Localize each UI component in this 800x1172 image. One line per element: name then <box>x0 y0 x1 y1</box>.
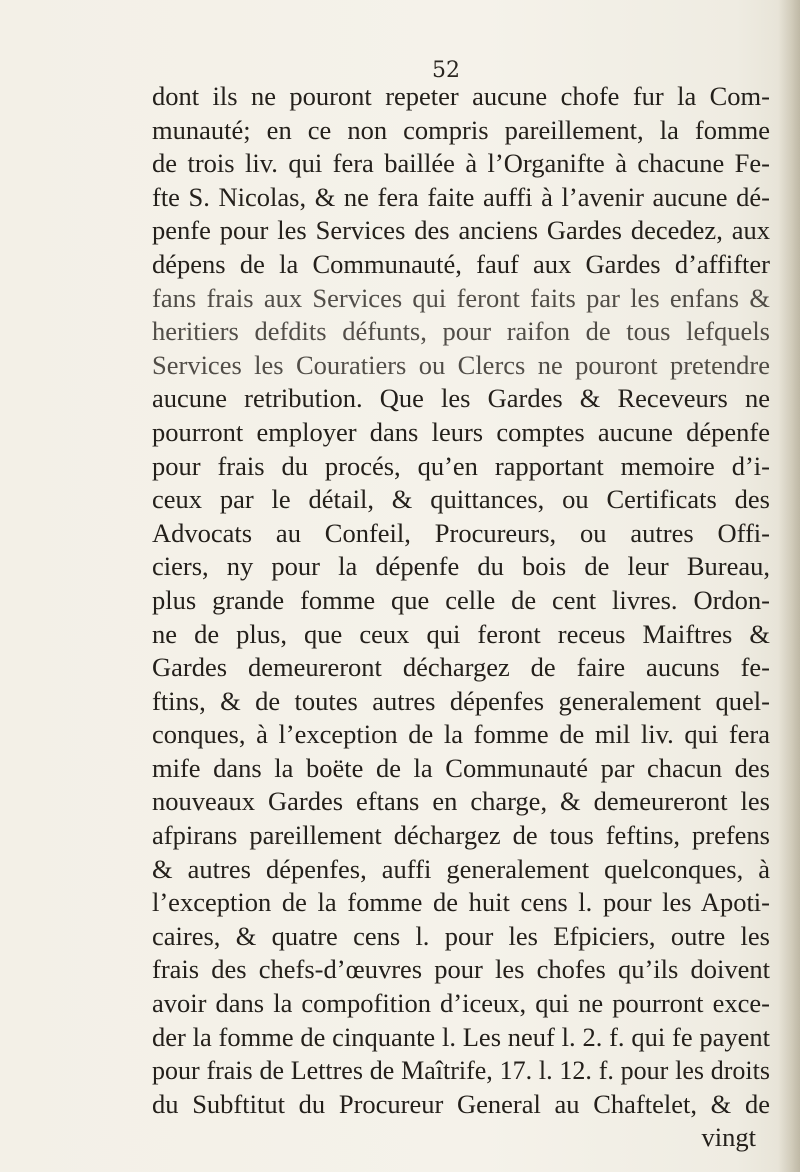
text-line: pourront employer dans leurs comptes aucune dépenfe <box>152 416 770 447</box>
catchword: vingt <box>701 1122 756 1153</box>
page-number: 52 <box>432 58 460 83</box>
text-line: Gardes demeureront déchargez de faire aucuns fe- <box>152 652 770 683</box>
text-line: caires, & quatre cens l. pour les Efpiciers, outre les <box>152 920 770 951</box>
text-line: pour frais de Lettres de Maîtrife, 17. l. 12. f. pour les droits <box>152 1056 770 1086</box>
page-edge-shadow <box>778 0 800 1172</box>
text-line: nouveaux Gardes eftans en charge, & demeureront les <box>152 786 770 817</box>
text-line: heritiers defdits défunts, pour raifon de tous lefquels <box>152 316 770 347</box>
text-line: avoir dans la compofition d’iceux, qui ne pourront exce- <box>152 988 770 1019</box>
text-line: ne de plus, que ceux qui feront receus Maiftres & <box>152 618 770 649</box>
text-line: dépens de la Communauté, fauf aux Gardes d’affifter <box>152 248 770 279</box>
text-line: frais des chefs-d’œuvres pour les chofes qu’ils doivent <box>152 954 770 985</box>
text-line: mife dans la boëte de la Communauté par chacun des <box>152 752 770 783</box>
text-line: pour frais du procés, qu’en rapportant memoire d’i- <box>152 450 770 481</box>
text-line: aucune retribution. Que les Gardes & Receveurs ne <box>152 383 770 414</box>
text-line: ceux par le détail, & quittances, ou Certificats des <box>152 484 770 515</box>
text-line: du Subftitut du Procureur General au Chaftelet, & de <box>152 1088 770 1119</box>
text-line: penfe pour les Services des anciens Gardes decedez, aux <box>152 215 770 246</box>
body-text <box>152 80 770 1155</box>
text-line: fans frais aux Services qui feront faits par les enfans & <box>152 282 770 313</box>
text-line: conques, à l’exception de la fomme de mil liv. qui fera <box>152 719 770 750</box>
text-line: afpirans pareillement déchargez de tous feftins, prefens <box>152 820 770 851</box>
text-line: fte S. Nicolas, & ne fera faite auffi à l’avenir aucune dé- <box>152 181 770 212</box>
text-line: de trois liv. qui fera baillée à l’Organifte à chacune Fe- <box>152 148 770 179</box>
text-line: Advocats au Confeil, Procureurs, ou autres Offi- <box>152 517 770 548</box>
text-line: Services les Couratiers ou Clercs ne pouront pretendre <box>152 349 770 380</box>
text-line: dont ils ne pouront repeter aucune chofe fur la Com- <box>152 81 770 111</box>
text-line: & autres dépenfes, auffi generalement quelconques, à <box>152 853 770 884</box>
text-line: ftins, & de toutes autres dépenfes generalement quel- <box>152 685 770 716</box>
text-line: plus grande fomme que celle de cent livres. Ordon- <box>152 584 770 615</box>
text-line: ciers, ny pour la dépenfe du bois de leur Bureau, <box>152 551 770 582</box>
text-line: l’exception de la fomme de huit cens l. pour les Apoti- <box>152 887 770 918</box>
text-line: der la fomme de cinquante l. Les neuf l. 2. f. qui fe payent <box>152 1021 770 1052</box>
text-line: munauté; en ce non compris pareillement, la fomme <box>152 114 770 145</box>
